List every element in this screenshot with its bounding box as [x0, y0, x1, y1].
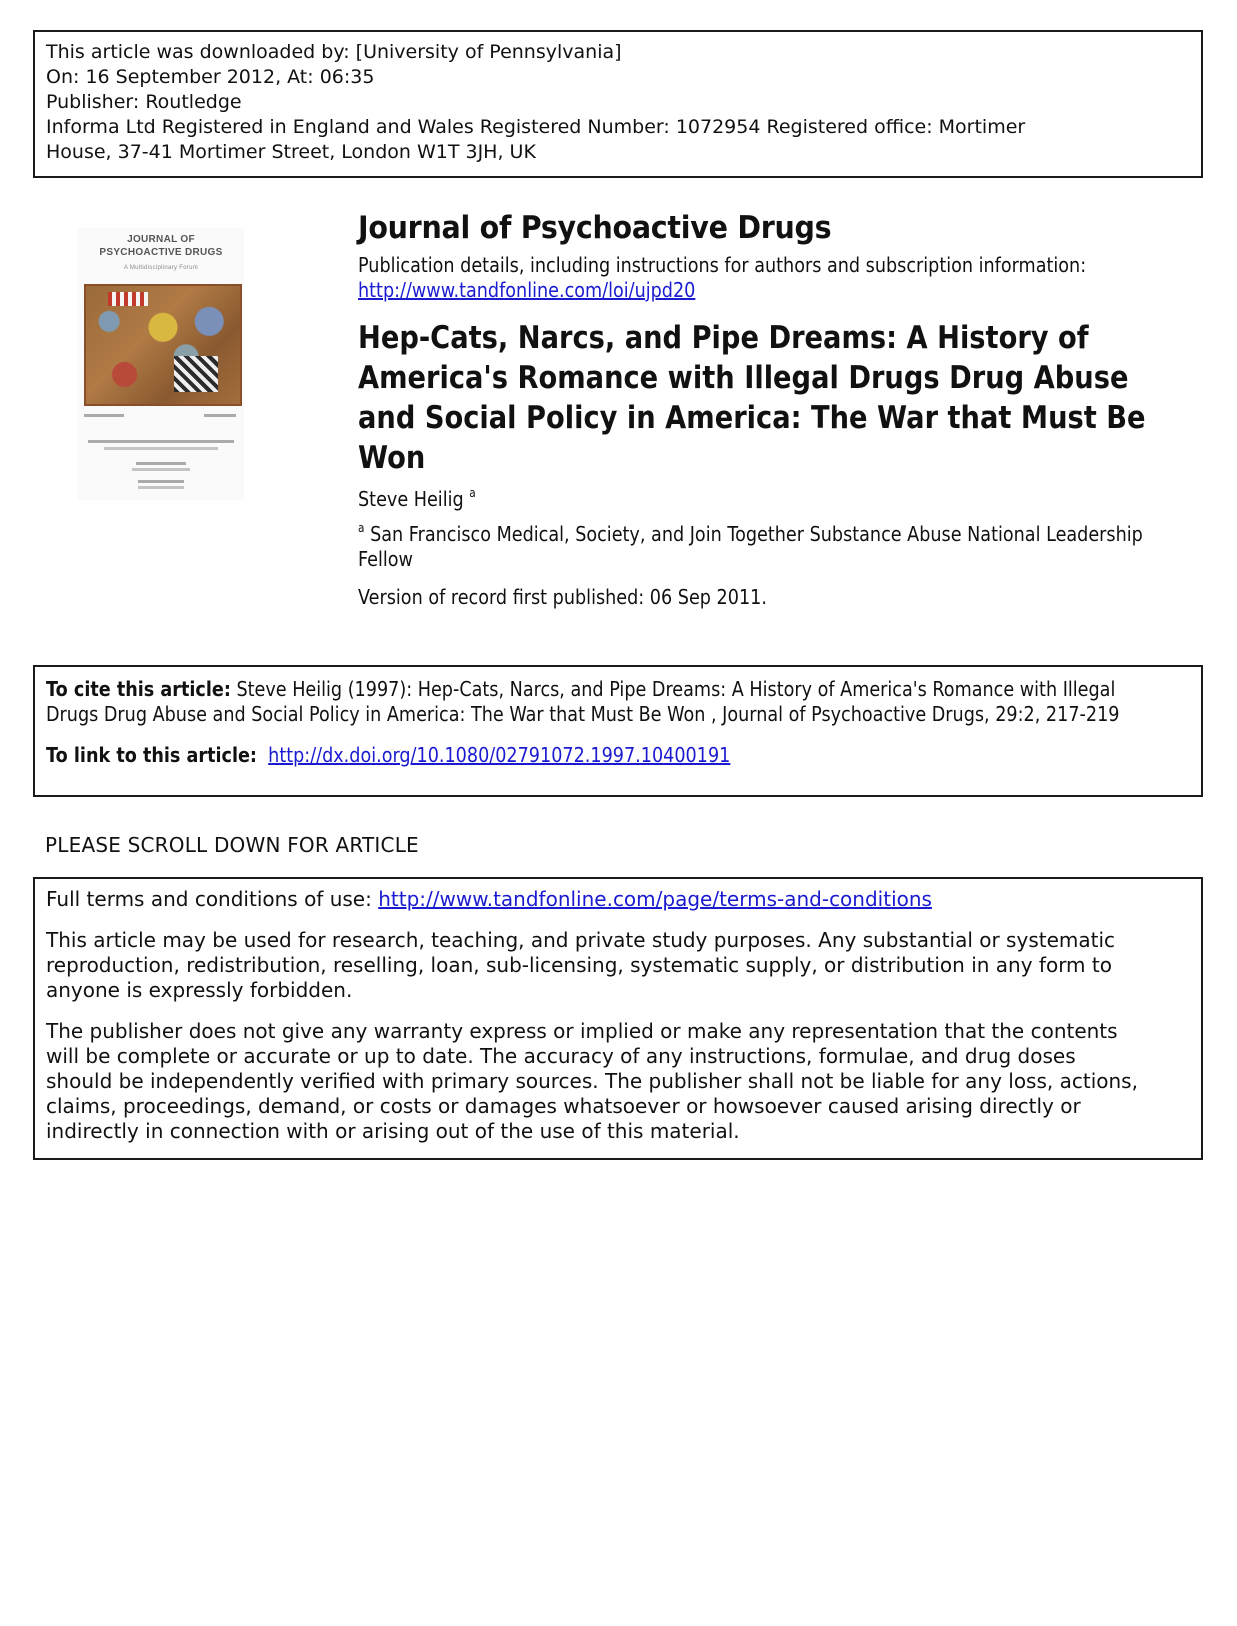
- disclaimer-line: The publisher does not give any warranty express or implied or make any representation that the contents: [46, 1019, 1118, 1043]
- article-title: [358, 318, 1188, 478]
- doi-link[interactable]: http://dx.doi.org/10.1080/02791072.1997.10400191: [268, 743, 731, 767]
- cover-editor-text: [136, 462, 186, 465]
- cover-volume-text: [84, 414, 124, 417]
- download-notice-box: [33, 30, 1203, 178]
- author-name: Steve Heilig: [358, 487, 464, 511]
- publication-details: Publication details, including instructions for authors and subscription information:: [358, 253, 1087, 277]
- terms-link[interactable]: http://www.tandfonline.com/page/terms-and-conditions: [378, 887, 932, 911]
- download-notice-line: Informa Ltd Registered in England and Wales Registered Number: 1072954 Registered office: Mortimer: [46, 116, 1026, 138]
- affiliation-marker: a: [358, 521, 365, 535]
- cover-title-line: PSYCHOACTIVE DRUGS: [99, 247, 223, 258]
- cite-line: [46, 677, 1116, 702]
- download-notice-line: House, 37-41 Mortimer Street, London W1T 3JH, UK: [46, 141, 536, 163]
- affiliation-text: San Francisco Medical, Society, and Join Together Substance Abuse National Leadership: [370, 522, 1143, 546]
- article-title-line: Hep-Cats, Narcs, and Pipe Dreams: A History of: [358, 320, 1089, 356]
- usage-line: reproduction, redistribution, reselling, loan, sub-licensing, systematic supply, or distribution in any form to: [46, 953, 1112, 977]
- usage-line: This article may be used for research, teaching, and private study purposes. Any substantial or systematic: [46, 928, 1116, 952]
- affiliation-text-cont: Fellow: [358, 547, 413, 571]
- article-title-line: and Social Policy in America: The War that Must Be: [358, 400, 1146, 436]
- cover-title-line: JOURNAL OF: [127, 234, 195, 245]
- terms-label: Full terms and conditions of use:: [46, 887, 372, 911]
- download-notice-line: Publisher: Routledge: [46, 91, 242, 113]
- journal-cover-image: [78, 228, 244, 500]
- cover-publisher-text: [138, 480, 184, 483]
- usage-paragraph: [46, 928, 1190, 1003]
- version-of-record: Version of record first published: 06 Sep 2011.: [358, 585, 767, 609]
- cover-artwork: [84, 284, 242, 406]
- affiliation: [358, 516, 1237, 572]
- journal-link[interactable]: http://www.tandfonline.com/loi/ujpd20: [358, 278, 696, 302]
- citation-box: [33, 665, 1203, 797]
- terms-line: [46, 887, 1190, 912]
- cite-label: To cite this article:: [46, 677, 231, 701]
- cover-special-issue-text: [88, 440, 234, 443]
- author: [358, 486, 476, 511]
- cite-text-cont: Drugs Drug Abuse and Social Policy in America: The War that Must Be Won , Journal of Psychoactive Drugs, 29:2, 217-219: [46, 702, 1120, 726]
- scroll-down-notice: PLEASE SCROLL DOWN FOR ARTICLE: [45, 833, 419, 857]
- link-label: To link to this article:: [46, 743, 257, 767]
- cover-publisher-name: [138, 486, 184, 489]
- cover-date-text: [204, 414, 236, 417]
- cover-editors-text: [104, 447, 218, 450]
- disclaimer-line: claims, proceedings, demand, or costs or damages whatsoever or howsoever caused arising directly or: [46, 1094, 1081, 1118]
- terms-box: [33, 877, 1203, 1160]
- journal-title: Journal of Psychoactive Drugs: [358, 210, 832, 246]
- download-notice-line: On: 16 September 2012, At: 06:35: [46, 66, 375, 88]
- usage-line: anyone is expressly forbidden.: [46, 978, 353, 1002]
- link-line: [46, 743, 1053, 768]
- cover-editor-name: [132, 468, 190, 471]
- author-affiliation-marker: a: [469, 486, 476, 500]
- cite-text: Steve Heilig (1997): Hep-Cats, Narcs, and Pipe Dreams: A History of America's Romance with Illegal: [236, 677, 1116, 701]
- disclaimer-line: should be independently verified with primary sources. The publisher shall not be liable for any loss, actions,: [46, 1069, 1138, 1093]
- disclaimer-line: will be complete or accurate or up to date. The accuracy of any instructions, formulae, and drug doses: [46, 1044, 1076, 1068]
- download-notice-line: This article was downloaded by: [University of Pennsylvania]: [46, 41, 622, 63]
- disclaimer-paragraph: [46, 1019, 1190, 1144]
- article-title-line: Won: [358, 440, 426, 476]
- article-title-line: America's Romance with Illegal Drugs Drug Abuse: [358, 360, 1129, 396]
- cover-subtitle: A Multidisciplinary Forum: [123, 265, 199, 271]
- disclaimer-line: indirectly in connection with or arising out of the use of this material.: [46, 1119, 740, 1143]
